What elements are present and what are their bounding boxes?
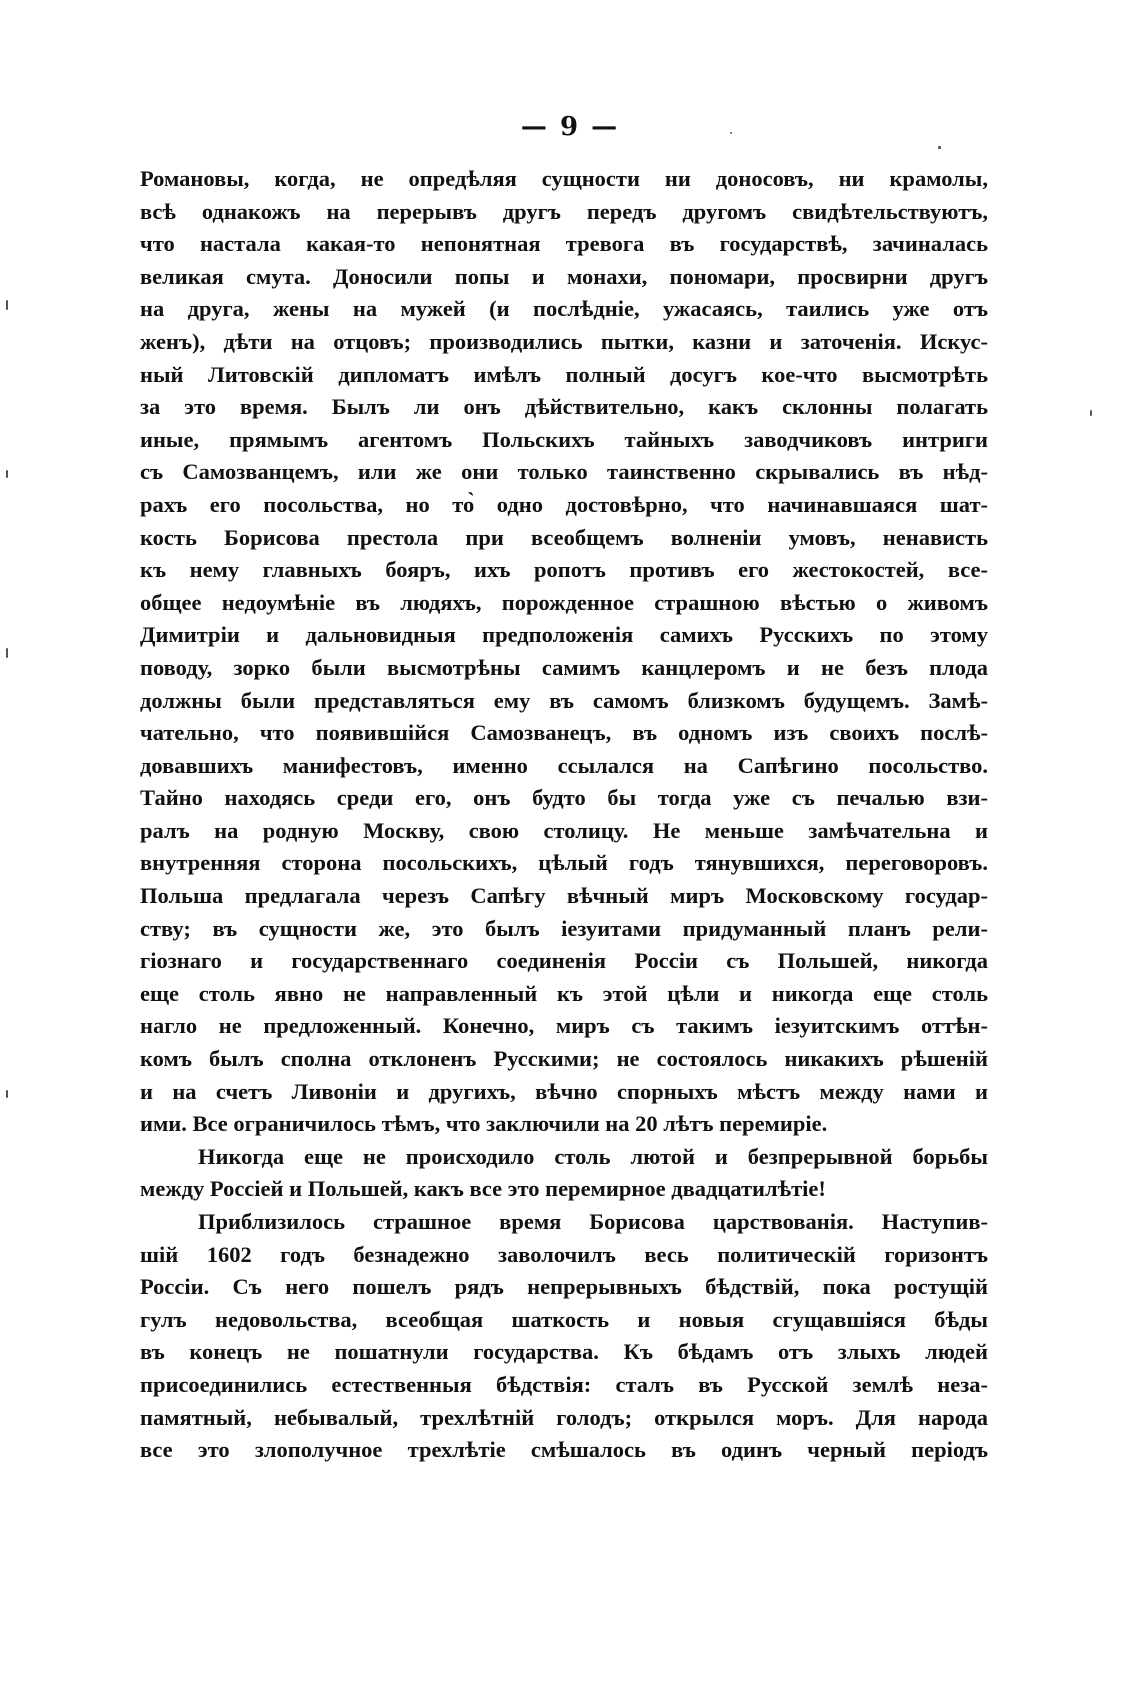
text-line: гіознаго и государственнаго соединенія Россіи съ Польшей, никогда (140, 948, 988, 974)
text-line: къ нему главныхъ бояръ, ихъ ропотъ противъ его жестокостей, все- (140, 557, 988, 583)
paragraph-end-line: ими. Все ограничилось тѣмъ, что заключили на 20 лѣтъ перемиріе. (140, 1111, 828, 1137)
text-line: и на счетъ Ливоніи и другихъ, вѣчно спорныхъ мѣстъ между нами и (140, 1078, 988, 1104)
text-line: великая смута. Доносили попы и монахи, пономари, просвирни другъ (140, 263, 988, 289)
text-line: въ конецъ не пошатнули государства. Къ бѣдамъ отъ злыхъ людей (140, 1339, 988, 1365)
scan-speck (1090, 410, 1092, 416)
text-line: иные, прямымъ агентомъ Польскихъ тайныхъ заводчиковъ интриги (140, 426, 988, 452)
text-line: ралъ на родную Москву, свою столицу. Не меньше замѣчательна и (140, 817, 988, 843)
text-line: Романовы, когда, не опредѣляя сущности ни доносовъ, ни крамолы, (140, 166, 988, 191)
text-line: присоединились естественныя бѣдствія: сталъ въ Русской землѣ неза- (140, 1371, 988, 1397)
text-line: ный Литовскій дипломатъ имѣлъ полный досугъ кое-что высмотрѣть (140, 361, 988, 387)
text-line: Димитріи и дальновидныя предположенія самихъ Русскихъ по этому (140, 622, 988, 648)
scan-speck (6, 1090, 8, 1098)
scan-speck (730, 132, 732, 134)
text-line: чательно, что появившійся Самозванецъ, въ одномъ изъ своихъ послѣ- (140, 720, 988, 746)
text-line: гулъ недовольства, всеобщая шаткость и новыя сгущавшіяся бѣды (140, 1306, 988, 1332)
text-line: поводу, зорко были высмотрѣны самимъ канцлеромъ и не безъ плода (140, 654, 988, 680)
paragraph-end-line: между Россіей и Польшей, какъ все это перемирное двадцатилѣтіе! (140, 1176, 826, 1202)
text-line: съ Самозванцемъ, или же они только таинственно скрывались въ нѣд- (140, 459, 988, 485)
scan-speck (6, 648, 8, 658)
text-line: нагло не предложенный. Конечно, миръ съ такимъ іезуитскимъ оттѣн- (140, 1013, 988, 1039)
text-line: ству; въ сущности же, это былъ іезуитами придуманный планъ рели- (140, 915, 988, 941)
text-line: всѣ однакожъ на перерывъ другъ передъ другомъ свидѣтельствуютъ, (140, 198, 988, 224)
text-line: довавшихъ манифестовъ, именно ссылался на Сапѣгино посольство. (140, 752, 988, 778)
text-line: памятный, небывалый, трехлѣтній голодъ; открылся моръ. Для народа (140, 1404, 988, 1430)
text-line: женъ), дѣти на отцовъ; производились пытки, казни и заточенія. Искус- (140, 328, 988, 354)
text-line: за это время. Былъ ли онъ дѣйствительно, какъ склонны полагать (140, 394, 988, 420)
text-line: Россіи. Съ него пошелъ рядъ непрерывныхъ бѣдствій, пока ростущій (140, 1274, 988, 1300)
paragraph-start-line: Никогда еще не происходило столь лютой и безпрерывной борьбы (198, 1143, 988, 1169)
text-line: все это злополучное трехлѣтіе смѣшалось въ одинъ черный періодъ (140, 1437, 988, 1463)
text-line: шій 1602 годъ безнадежно заволочилъ весь политическій горизонтъ (140, 1241, 988, 1267)
text-line: комъ былъ сполна отклоненъ Русскими; не состоялось никакихъ рѣшеній (140, 1046, 988, 1072)
text-line: на друга, жены на мужей (и послѣдніе, ужасаясь, таились уже отъ (140, 296, 988, 322)
scan-speck (6, 470, 8, 478)
text-line: еще столь явно не направленный къ этой цѣли и никогда еще столь (140, 980, 988, 1006)
text-line: Тайно находясь среди его, онъ будто бы тогда уже съ печалью взи- (140, 785, 988, 811)
scan-speck (938, 146, 941, 149)
text-line: должны были представляться ему въ самомъ близкомъ будущемъ. Замѣ- (140, 687, 988, 713)
paragraph-start-line: Приблизилось страшное время Борисова царствованія. Наступив- (198, 1209, 988, 1234)
page-number: — 9 — (520, 112, 620, 142)
text-line: внутренняя сторона посольскихъ, цѣлый годъ тянувшихся, переговоровъ. (140, 850, 988, 876)
body-text (140, 163, 988, 1467)
text-line: рахъ его посольства, но то̀ одно достовѣрно, что начинавшаяся шат- (140, 491, 988, 517)
text-line: общее недоумѣніе въ людяхъ, порожденное страшною вѣстью о живомъ (140, 589, 988, 615)
scan-speck (6, 300, 8, 310)
text-line: Польша предлагала черезъ Сапѣгу вѣчный миръ Московскому государ- (140, 883, 988, 909)
text-line: кость Борисова престола при всеобщемъ волненіи умовъ, ненависть (140, 524, 988, 550)
text-line: что настала какая-то непонятная тревога въ государствѣ, зачиналась (140, 231, 988, 257)
